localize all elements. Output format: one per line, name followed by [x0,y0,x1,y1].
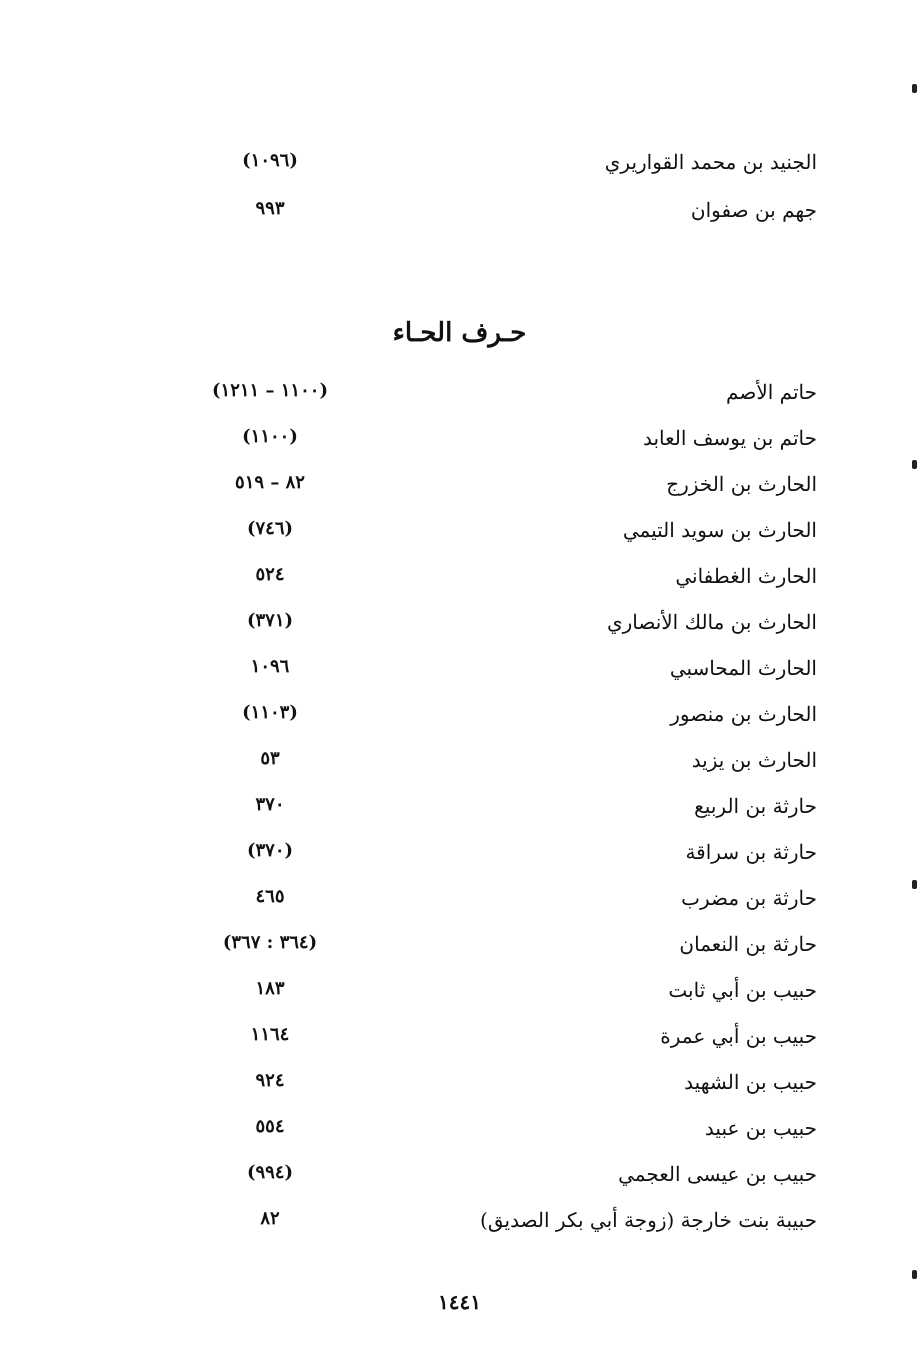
entry-name: حاتم الأصم [726,380,817,404]
entry-name: حاتم بن يوسف العابد [642,426,817,450]
entry-reference: ٤٦٥ [255,886,285,907]
index-entry [0,198,919,244]
entry-name: حارثة بن سراقة [685,840,817,864]
entry-reference: ٣٧٠ [255,794,285,815]
scan-edge-mark [912,460,917,469]
entry-name: الحارث بن يزيد [691,748,817,772]
entry-name: حارثة بن النعمان [679,932,817,956]
index-entry [0,380,919,426]
entry-reference: ١٠٩٦ [250,656,290,677]
entry-reference: (٣٧٠) [246,840,294,861]
index-entry [0,426,919,472]
index-entry [0,702,919,748]
index-entry [0,794,919,840]
entry-reference: ٥٥٤ [255,1116,285,1137]
entry-name: الجنيد بن محمد القواريري [604,150,817,174]
entry-name: الحارث بن الخزرج [666,472,817,496]
entry-name: الحارث بن سويد التيمي [622,518,817,542]
entry-reference: ٨٢ [260,1208,280,1229]
page-number: ١٤٤١ [438,1290,481,1314]
index-entry [0,932,919,978]
entry-reference: ٩٢٤ [255,1070,285,1091]
entry-reference: (٧٤٦) [246,518,294,539]
index-entry [0,1116,919,1162]
entry-reference: (١١٠٣) [242,702,298,723]
entry-reference: ٨٢ – ٥١٩ [235,472,305,493]
entry-reference: (١٠٩٦) [242,150,298,171]
index-entry [0,150,919,196]
index-entry [0,1208,919,1254]
entry-name: الحارث المحاسبي [669,656,817,680]
entry-reference: ٥٢٤ [255,564,285,585]
entry-name: الحارث بن منصور [670,702,817,726]
entry-name: حارثة بن مضرب [681,886,817,910]
entry-reference: ١٨٣ [255,978,285,999]
entry-reference: (٣٦٤ : ٣٦٧) [222,932,318,953]
entry-reference: ٥٣ [260,748,280,769]
entry-name: جهم بن صفوان [690,198,817,222]
entry-name: حبيب بن عبيد [704,1116,817,1140]
entry-name: حبيب بن أبي ثابت [668,978,817,1002]
entry-name: حبيب بن الشهيد [684,1070,817,1094]
index-entry [0,518,919,564]
scan-edge-mark [912,84,917,93]
index-entry [0,610,919,656]
section-heading: حـرف الحـاء [392,318,527,348]
entry-reference: (٣٧١) [246,610,294,631]
entry-reference: (١١٠٠ – ١٢١١) [212,380,328,401]
entry-reference: ٩٩٣ [255,198,285,219]
entry-reference: (٩٩٤) [246,1162,294,1183]
index-entry [0,656,919,702]
entry-name: الحارث الغطفاني [675,564,817,588]
index-entry [0,564,919,610]
index-entry [0,978,919,1024]
scan-edge-mark [912,1270,917,1279]
index-entry [0,1162,919,1208]
entry-reference: (١١٠٠) [242,426,298,447]
index-entry [0,1070,919,1116]
index-entry [0,886,919,932]
entry-name: حبيب بن عيسى العجمي [618,1162,817,1186]
index-entry [0,472,919,518]
index-entry [0,1024,919,1070]
entry-name: الحارث بن مالك الأنصاري [606,610,817,634]
entry-name: حارثة بن الربيع [694,794,817,818]
scan-edge-mark [912,880,917,889]
index-entry [0,840,919,886]
entry-reference: ١١٦٤ [250,1024,290,1045]
entry-name: حبيب بن أبي عمرة [660,1024,817,1048]
entry-name: حبيبة بنت خارجة (زوجة أبي بكر الصديق) [480,1208,817,1232]
index-entry [0,748,919,794]
